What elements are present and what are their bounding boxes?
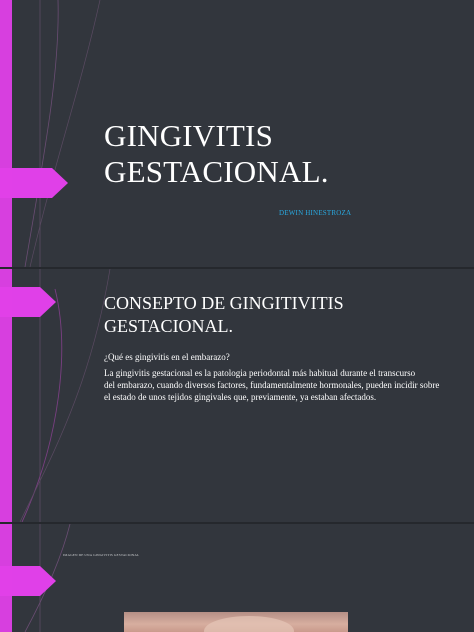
paragraph-line: La gingivitis gestacional es la patologia periodontal más habitual durante el transcurso [104,368,416,378]
slide-image [0,524,474,632]
slide-concept [0,269,474,522]
decorative-lines [0,0,120,267]
concept-title-line-1: CONSEPTO DE GINGITIVITIS [104,293,344,313]
author-name: DEWIN HINESTROZA [279,209,352,217]
pink-side-bar [0,0,12,267]
title-line-2: GESTACIONAL. [104,154,329,189]
decorative-lines [0,524,120,632]
question-text: ¿Qué es gingivitis en el embarazo? [104,352,230,362]
concept-heading [104,292,344,338]
paragraph-line: el estado de unos tejidos gingivales que, previamente, ya estaban afectados. [104,392,377,402]
slide-title-heading [104,118,329,190]
pink-side-bar [0,524,12,632]
gingivitis-photo [124,612,348,632]
concept-title-line-2: GESTACIONAL. [104,316,234,336]
decorative-lines [0,269,120,522]
slide-title [0,0,474,267]
title-line-1: GINGIVITIS [104,118,274,153]
paragraph-line: del embarazo, cuando diversos factores, fundamentalmente hormonales, pueden incidir sobre [104,380,440,390]
definition-paragraph [104,367,444,403]
image-caption: IMAGEN DE UNA GINGIVITIS GESTACIONAL [63,553,140,557]
pink-side-bar [0,269,12,522]
